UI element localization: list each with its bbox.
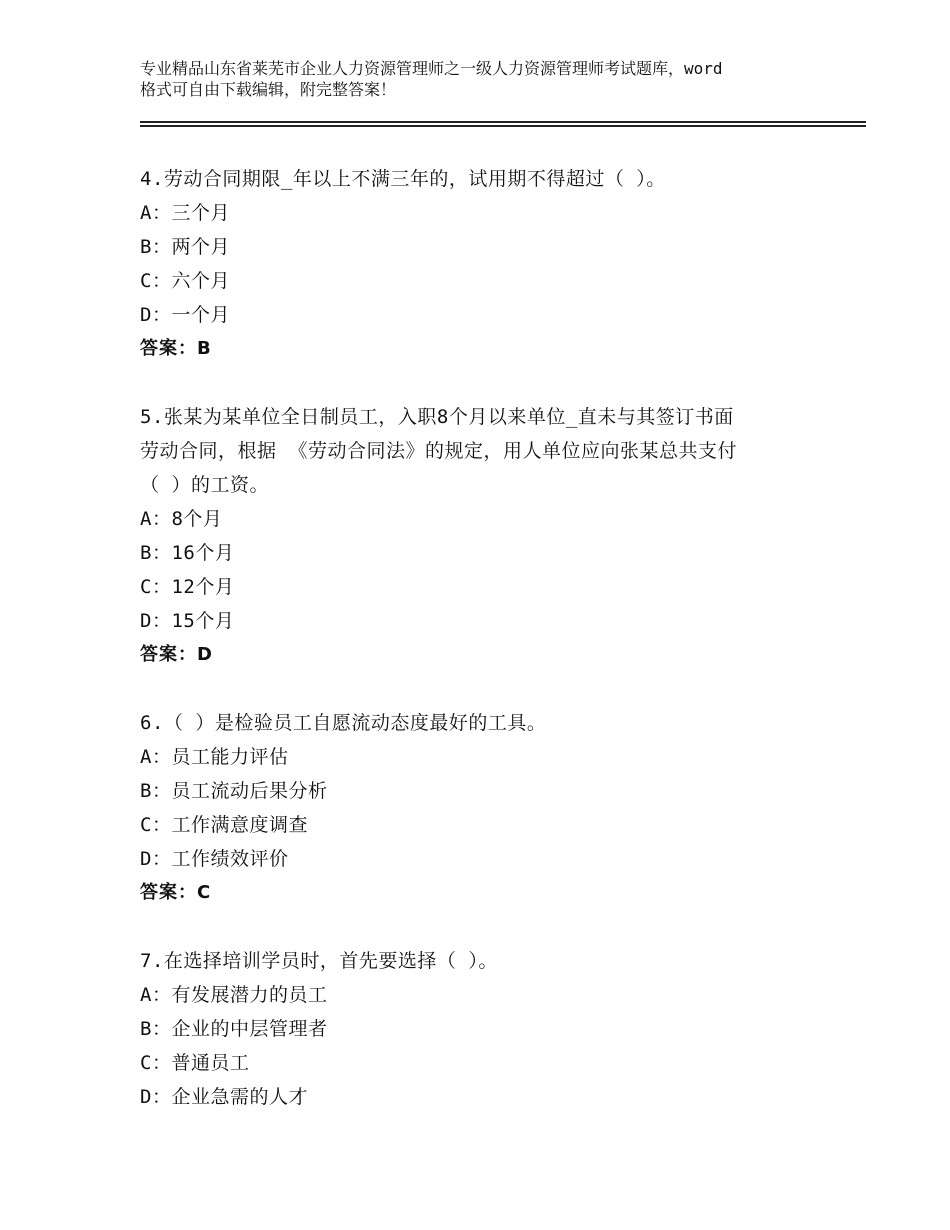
header-title-line-2: 格式可自由下载编辑，附完整答案！ xyxy=(140,80,397,99)
option-a: A：三个月 xyxy=(140,202,230,224)
answer-label: 答案：C xyxy=(140,882,212,903)
question-stem-line-2: 劳动合同，根据 《劳动合同法》的规定，用人单位应向张某总共支付 xyxy=(140,440,737,462)
option-c: C：工作满意度调查 xyxy=(140,814,308,836)
answer-label: 答案：D xyxy=(140,644,213,665)
option-d: D：工作绩效评价 xyxy=(140,848,289,870)
question-7 xyxy=(140,944,820,1114)
option-b: B：两个月 xyxy=(140,236,230,258)
option-b: B：员工流动后果分析 xyxy=(140,780,328,802)
question-5 xyxy=(140,400,820,672)
question-stem-line-3: （ ）的工资。 xyxy=(140,474,269,496)
option-a: A：8个月 xyxy=(140,508,223,530)
header-title-line-1: 专业精品山东省莱芜市企业人力资源管理师之一级人力资源管理师考试题库，word xyxy=(140,59,723,78)
question-stem: 6.（ ）是检验员工自愿流动态度最好的工具。 xyxy=(140,712,547,734)
option-d: D：一个月 xyxy=(140,304,230,326)
option-c: C：12个月 xyxy=(140,576,235,598)
option-a: A：有发展潜力的员工 xyxy=(140,984,328,1006)
header-divider-top xyxy=(140,121,866,123)
option-c: C：普通员工 xyxy=(140,1052,250,1074)
question-4 xyxy=(140,162,820,366)
option-c: C：六个月 xyxy=(140,270,230,292)
option-b: B：16个月 xyxy=(140,542,235,564)
question-list xyxy=(140,162,820,1148)
answer-label: 答案：B xyxy=(140,338,212,359)
option-d: D：企业急需的人才 xyxy=(140,1086,308,1108)
header-divider-bottom xyxy=(140,125,866,127)
page-header xyxy=(140,58,860,100)
question-stem-line-1: 5.张某为某单位全日制员工，入职8个月以来单位_直未与其签订书面 xyxy=(140,406,734,428)
option-a: A：员工能力评估 xyxy=(140,746,289,768)
option-b: B：企业的中层管理者 xyxy=(140,1018,328,1040)
question-stem: 4.劳动合同期限_年以上不满三年的，试用期不得超过（ ）。 xyxy=(140,168,666,190)
question-stem: 7.在选择培训学员时，首先要选择（ ）。 xyxy=(140,950,498,972)
option-d: D：15个月 xyxy=(140,610,235,632)
question-6 xyxy=(140,706,820,910)
